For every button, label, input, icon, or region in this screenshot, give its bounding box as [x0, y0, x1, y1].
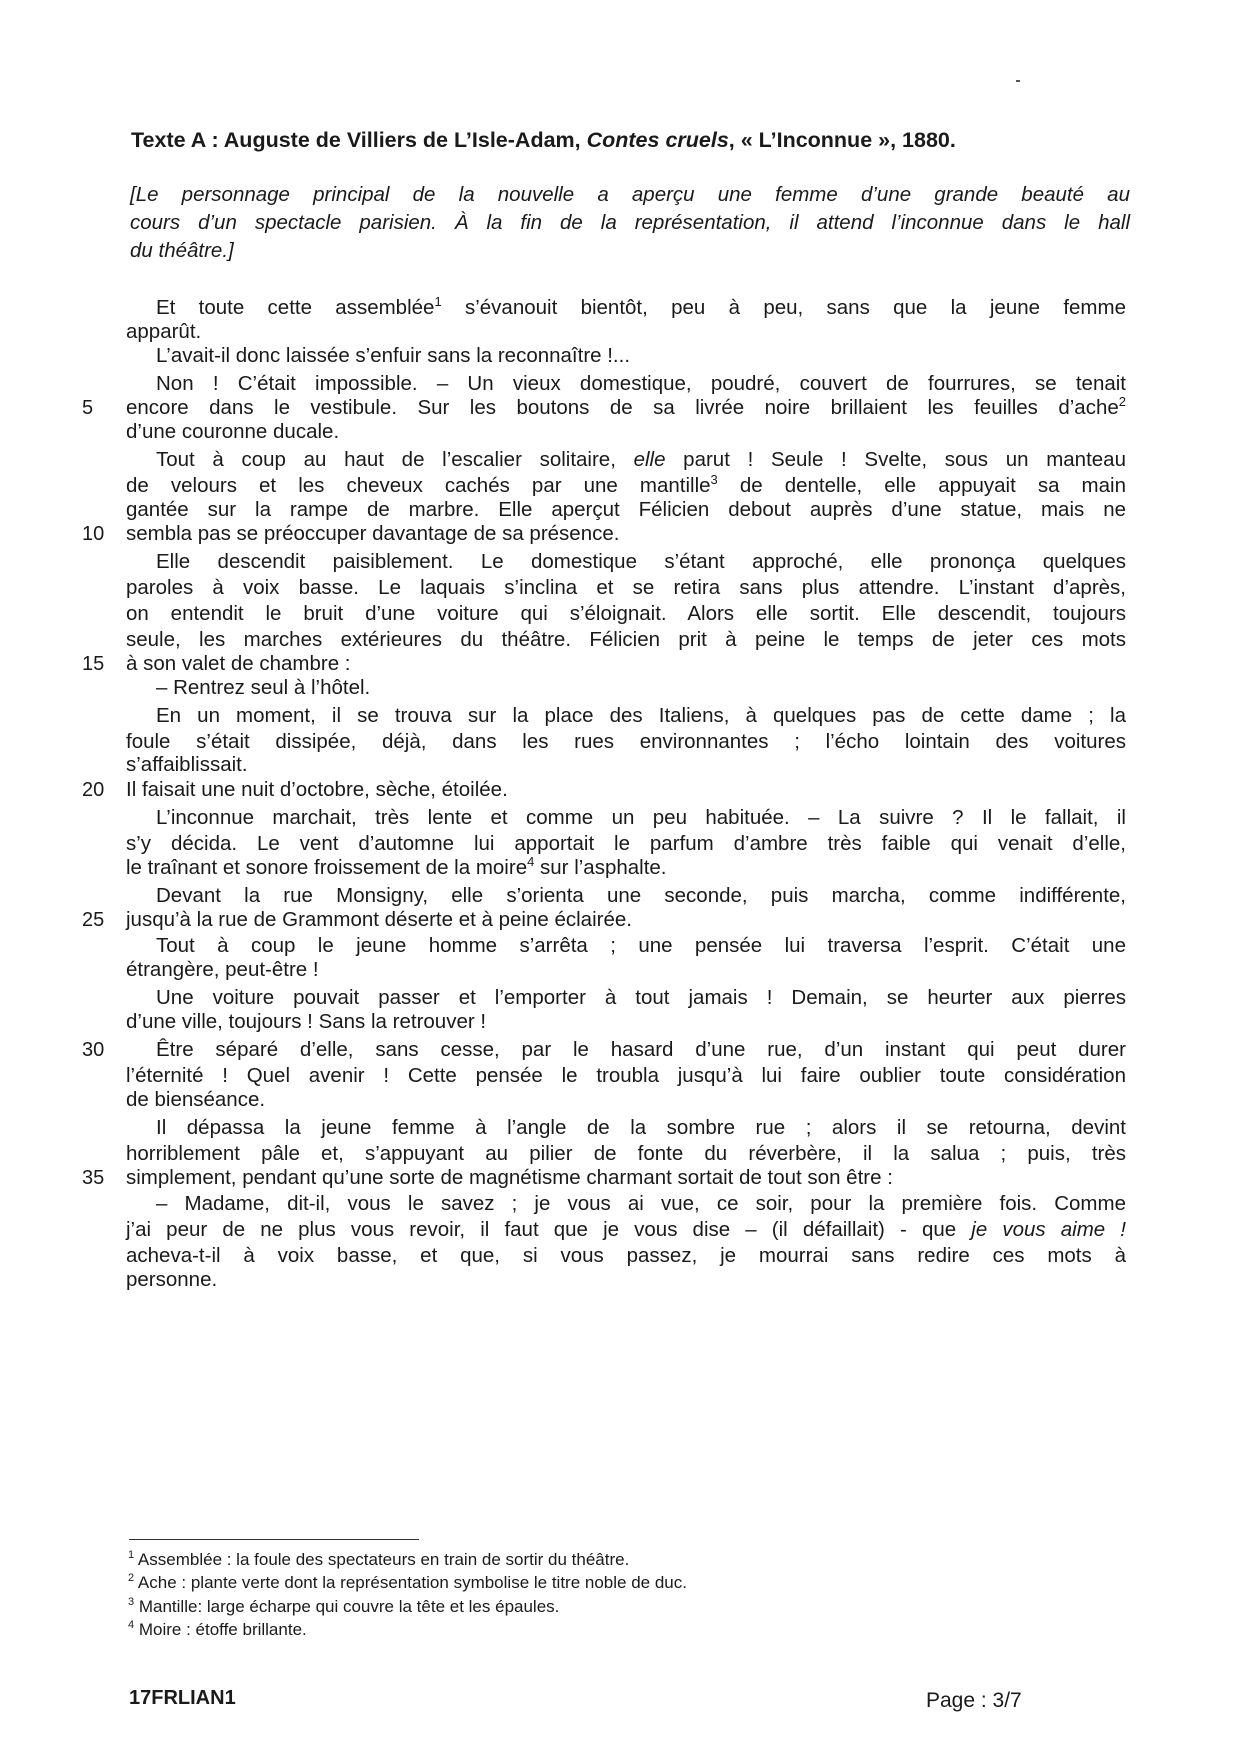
text-line: 35 simplement, pendant qu’une sorte de magnétisme charmant sortait de tout son être :	[82, 1166, 893, 1189]
line-number: 10	[82, 523, 105, 545]
intro-line: [Le personnage principal de la nouvelle a aperçu une femme d’une grande beauté au	[130, 183, 1130, 206]
text-line: Non ! C’était impossible. – Un vieux domestique, poudré, couvert de fourrures, se tenait	[156, 372, 1126, 395]
text-line: 20 Il faisait une nuit d’octobre, sèche, étoilée.	[82, 778, 508, 801]
text-line: de bienséance.	[126, 1088, 266, 1111]
page-number: Page : 3/7	[926, 1689, 1022, 1712]
text-line: on entendit le bruit d’une voiture qui s’éloignait. Alors elle sortit. Elle descendit, toujours	[126, 602, 1126, 625]
line-number: 30	[82, 1039, 105, 1061]
text-line: Une voiture pouvait passer et l’emporter à tout jamais ! Demain, se heurter aux pierres	[156, 986, 1126, 1009]
footnote: $^1$ Assemblée : la foule des spectateurs en train de sortir du théâtre.	[128, 1549, 630, 1569]
text-line: 5 encore dans le vestibule. Sur les boutons de sa livrée noire brillaient les feuilles d’ache$^2$	[82, 394, 1126, 419]
intro-line: du théâtre.]	[130, 239, 234, 262]
text-line: seule, les marches extérieures du théâtre. Félicien prit à peine le temps de jeter ces mots	[126, 628, 1126, 651]
text-line: le traînant et sonore froissement de la moire$^4$ sur l’asphalte.	[126, 854, 667, 879]
line-number: 25	[82, 909, 105, 931]
text-line: l’éternité ! Quel avenir ! Cette pensée le troubla jusqu’à lui faire oublier toute considération	[126, 1064, 1126, 1087]
text-line: j’ai peur de ne plus vous revoir, il faut que je vous dise – (il défaillait) - que je vous aime !	[126, 1218, 1126, 1241]
text-line: 25 jusqu’à la rue de Grammont déserte et à peine éclairée.	[82, 908, 632, 931]
line-number: 20	[82, 779, 105, 801]
document-code: 17FRLIAN1	[129, 1687, 236, 1709]
text-line: – Rentrez seul à l’hôtel.	[156, 676, 371, 699]
intro-line: cours d’un spectacle parisien. À la fin de la représentation, il attend l’inconnue dans le hall	[130, 211, 1130, 234]
text-line: de velours et les cheveux cachés par une mantille$^3$ de dentelle, elle appuyait sa main	[126, 472, 1126, 497]
footnote: $^4$ Moire : étoffe brillante.	[128, 1619, 307, 1639]
text-line: Tout à coup au haut de l’escalier solitaire, elle parut ! Seule ! Svelte, sous un manteau	[156, 448, 1126, 471]
text-line: d’une couronne ducale.	[126, 420, 340, 443]
text-line: 15 à son valet de chambre :	[82, 652, 351, 675]
line-number: 15	[82, 653, 105, 675]
text-line: s’y décida. Le vent d’automne lui apportait le parfum d’ambre très faible qui venait d’elle,	[126, 832, 1126, 855]
text-line: apparût.	[126, 320, 202, 343]
text-line: Il dépassa la jeune femme à l’angle de la sombre rue ; alors il se retourna, devint	[156, 1116, 1126, 1139]
footnote: $^2$ Ache : plante verte dont la représentation symbolise le titre noble de duc.	[128, 1572, 687, 1592]
text-line: d’une ville, toujours ! Sans la retrouver !	[126, 1010, 487, 1033]
text-line: personne.	[126, 1268, 218, 1291]
text-line: s’affaiblissait.	[126, 753, 248, 776]
text-line: En un moment, il se trouva sur la place des Italiens, à quelques pas de cette dame ; la	[156, 704, 1126, 727]
text-line: L’inconnue marchait, très lente et comme un peu habituée. – La suivre ? Il le fallait, il	[156, 806, 1126, 829]
work-title: Contes cruels	[586, 128, 729, 152]
text-line: – Madame, dit-il, vous le savez ; je vous ai vue, ce soir, pour la première fois. Comme	[156, 1192, 1126, 1215]
text-line: Tout à coup le jeune homme s’arrêta ; une pensée lui traversa l’esprit. C’était une	[156, 934, 1126, 957]
text-line: L’avait-il donc laissée s’enfuir sans la reconnaître !...	[156, 344, 631, 367]
text-line: Elle descendit paisiblement. Le domestique s’étant approché, elle prononça quelques	[156, 550, 1126, 573]
text-line: Devant la rue Monsigny, elle s’orienta une seconde, puis marcha, comme indifférente,	[156, 884, 1126, 907]
text-line: horriblement pâle et, s’appuyant au pilier de fonte du réverbère, il la salua ; puis, très	[126, 1142, 1126, 1165]
scan-speck	[1016, 80, 1020, 82]
text-line: 30 Être séparé d’elle, sans cesse, par le hasard d’une rue, d’un instant qui peut durer	[82, 1038, 1126, 1061]
document-title: Texte A : Auguste de Villiers de L’Isle-Adam, Contes cruels, « L’Inconnue », 1880.	[131, 128, 956, 152]
text-line: acheva-t-il à voix basse, et que, si vous passez, je mourrai sans redire ces mots à	[126, 1244, 1126, 1267]
text-line: gantée sur la rampe de marbre. Elle aperçut Félicien debout auprès d’une statue, mais ne	[126, 498, 1126, 521]
text-line: 10 sembla pas se préoccuper davantage de sa présence.	[82, 522, 620, 545]
text-line: Et toute cette assemblée$^1$ s’évanouit bientôt, peu à peu, sans que la jeune femme	[156, 294, 1126, 319]
text-line: paroles à voix basse. Le laquais s’inclina et se retira sans plus attendre. L’instant d’après,	[126, 576, 1126, 599]
intro-note	[130, 181, 1130, 265]
footnote: $^3$ Mantille: large écharpe qui couvre la tête et les épaules.	[128, 1596, 560, 1616]
footnote-divider	[129, 1539, 419, 1540]
line-number: 5	[82, 397, 94, 419]
text-line: étrangère, peut-être !	[126, 958, 319, 981]
text-line: foule s’était dissipée, déjà, dans les rues environnantes ; l’écho lointain des voitures	[126, 730, 1126, 753]
line-number: 35	[82, 1167, 105, 1189]
